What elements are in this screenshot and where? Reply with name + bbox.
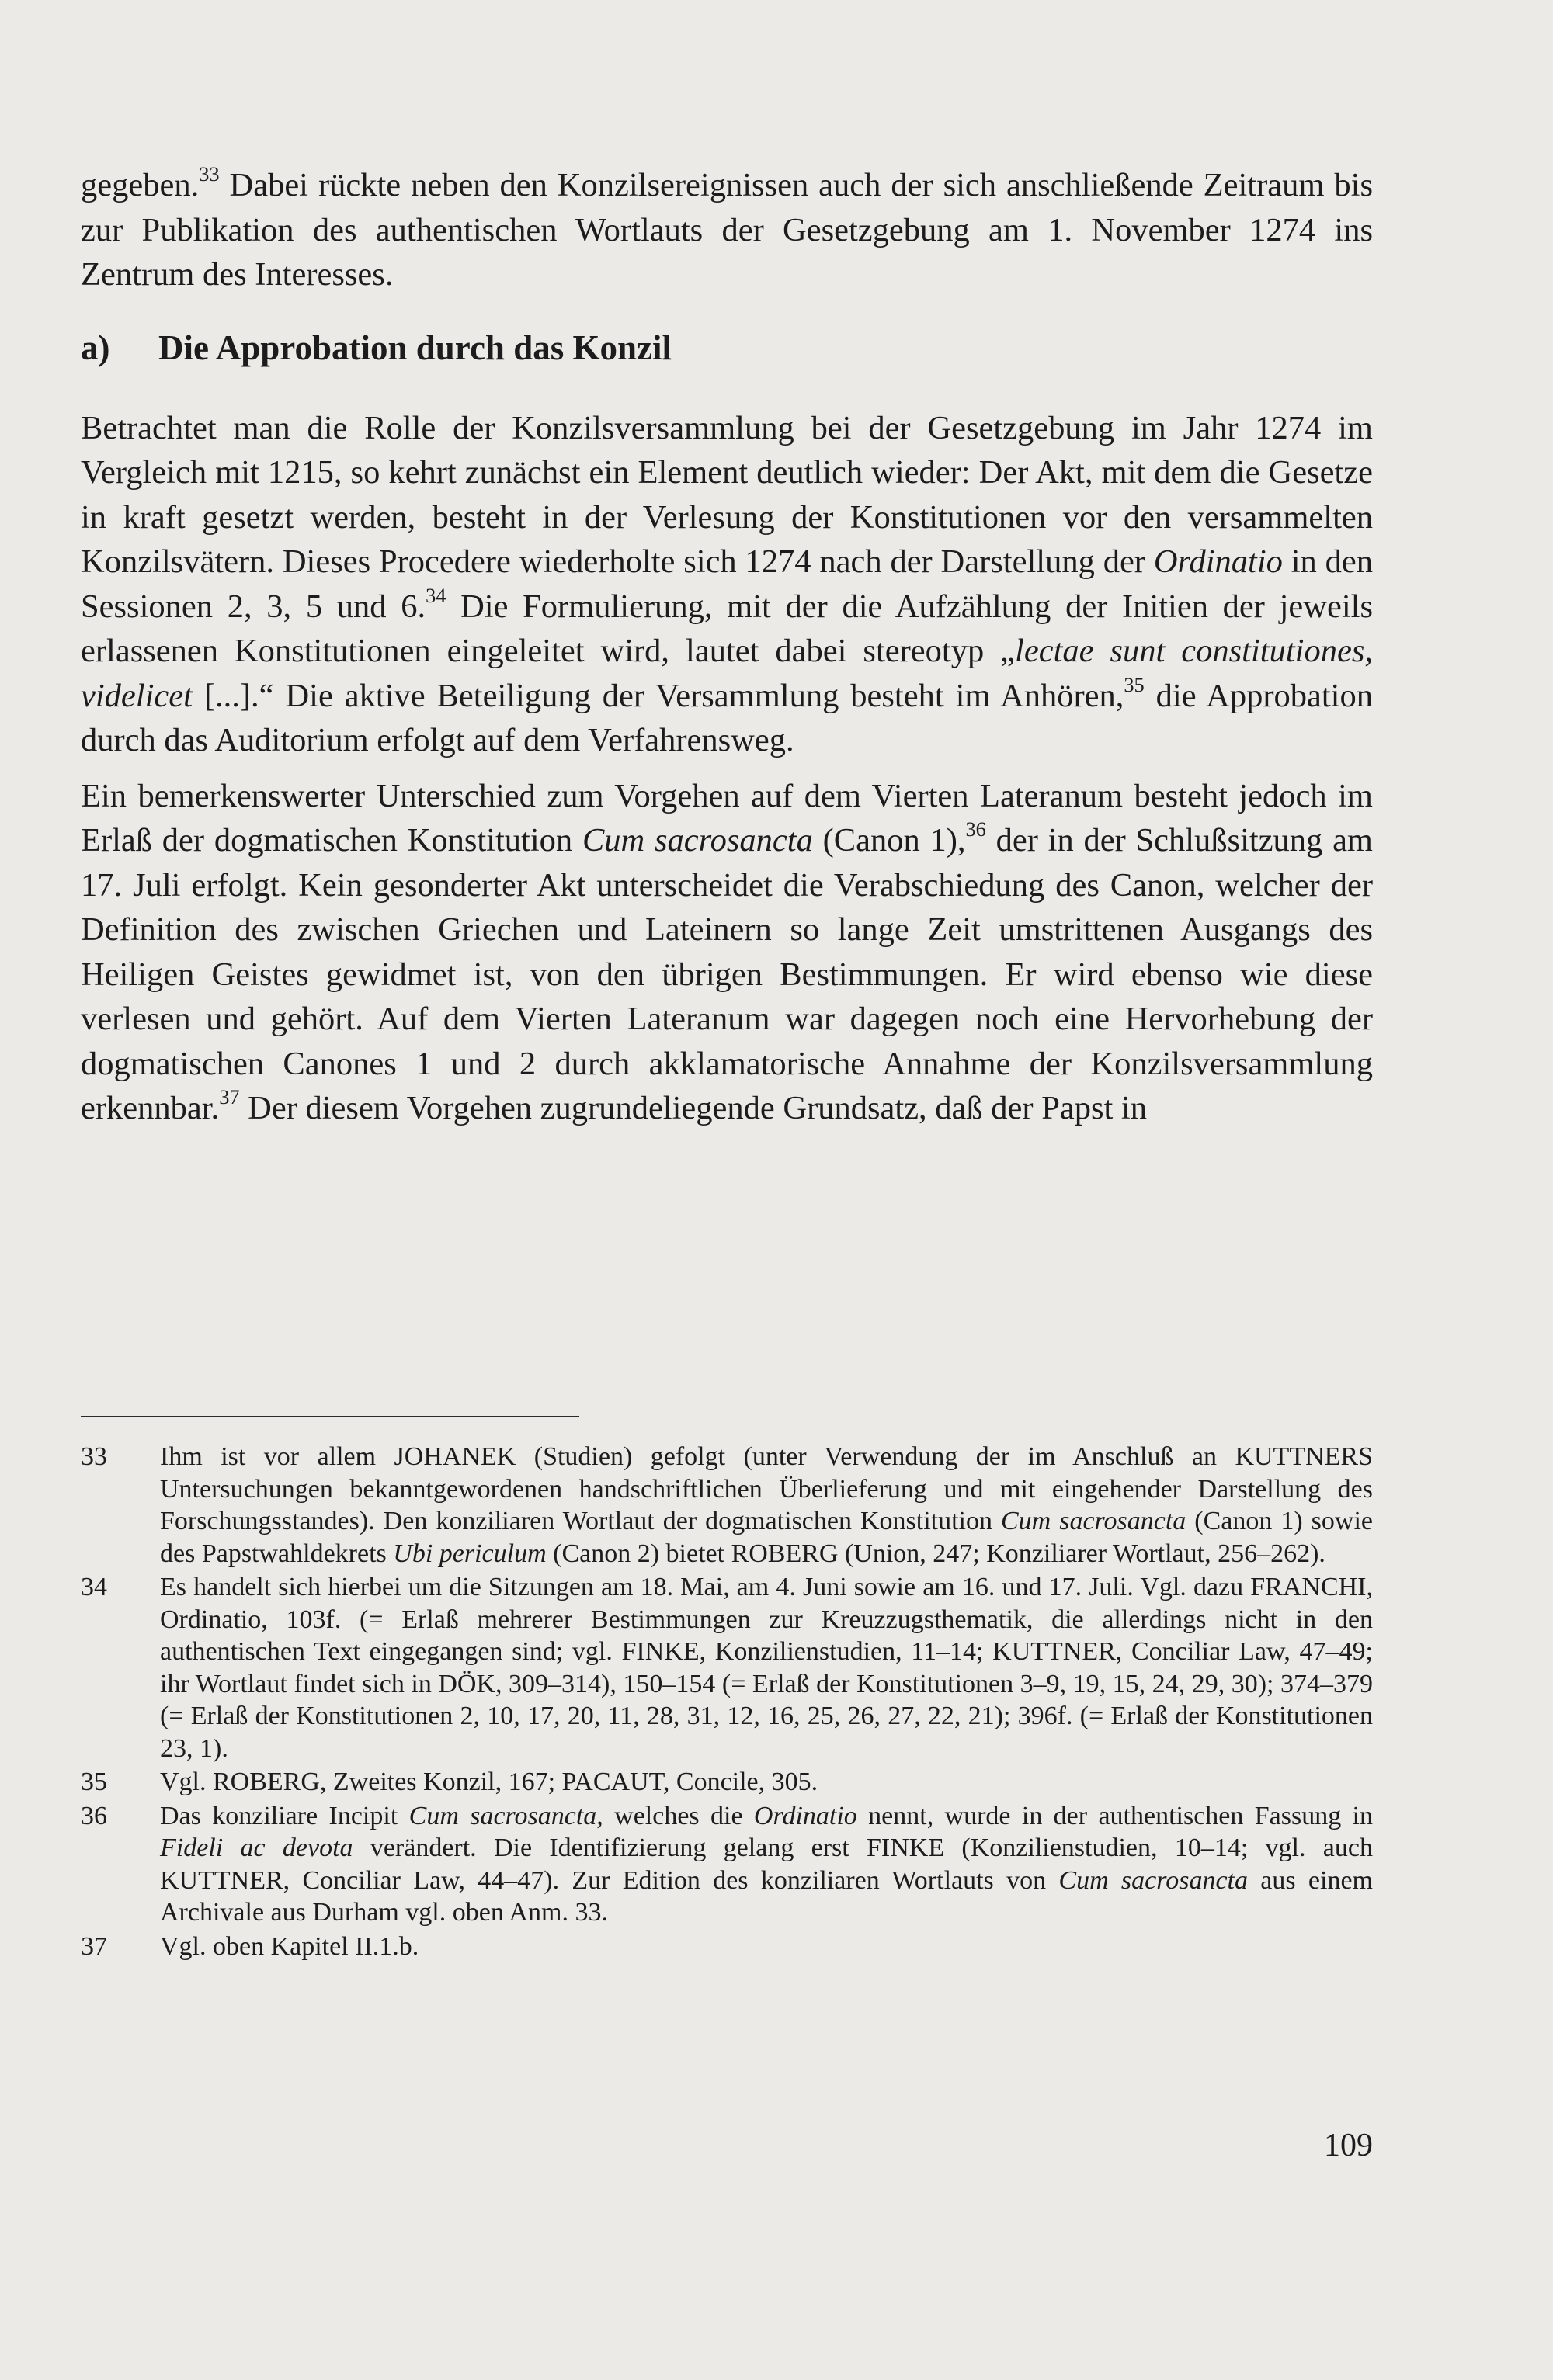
footnote-text: Vgl. ROBERG, Zweites Konzil, 167; PACAUT, Concile, 305. (160, 1768, 818, 1796)
footnote-number: 37 (81, 1931, 107, 1961)
paragraph-intro: gegeben.$^{33}$ Dabei rückte neben den Konzilsereignissen auch der sich anschließende Zeitraum bis zur Publikation des authentischen Wortlauts der Gesetzgebung am 1. November 1274 ins Zentrum des Interesses. (81, 163, 1373, 293)
page-number: 109 (1324, 2128, 1373, 2163)
paragraph-2: Ein bemerkenswerter Unterschied zum Vorgehen auf dem Vierten Lateranum besteht jedoch im Erlaß der dogmatischen Konstitution Cum sacrosancta (Canon 1),$^{36}$ der in der Schlußsitzung am 17. Juli erfolgt. Kein gesonderter Akt unterscheidet die Verabschiedung des Canon, welcher der Definition des zwischen Griechen und Lateinern so lange Zeit umstrittenen Ausgangs des Heiligen Geistes gewidmet ist, von den übrigen Bestimmungen. Er wird ebenso wie diese verlesen und gehört. Auf dem Vierten Lateranum war dagegen noch eine Hervorhebung der dogmatischen Canones 1 und 2 durch akklamatorische Annahme der Konzilsversammlung erkennbar.$^{37}$ Der diesem Vorgehen zugrundeliegende Grundsatz, daß der Papst in (81, 777, 1373, 1126)
footnote-ref-34[interactable]: 34 (426, 584, 446, 607)
paragraph-1: Betrachtet man die Rolle der Konzilsversammlung bei der Gesetzgebung im Jahr 1274 im Vergleich mit 1215, so kehrt zunächst ein Element deutlich wieder: Der Akt, mit dem die Gesetze in kraft gesetzt werden, besteht in der Verlesung der Konstitutionen vor den versammelten Konzilsvätern. Dieses Procedere wiederholte sich 1274 nach der Darstellung der Ordinatio in den Sessionen 2, 3, 5 und 6.34 Die Formulierung, mit der die Aufzählung der Initien der jeweils erlassenen Konstitutionen eingeleitet wird, lautet dabei stereotyp „lectae sunt constitutiones, videlicet [...].“ Die aktive Beteiligung der Versammlung besteht im Anhören,$^{35}$ die Approbation durch das Auditorium erfolgt auf dem Verfahrensweg. (81, 409, 1374, 758)
footnote-34 (81, 1571, 1373, 1764)
footnote-text: Vgl. oben Kapitel II.1.b. (160, 1931, 419, 1961)
footnotes (81, 1441, 1373, 1964)
footnote-number: 35 (81, 1768, 107, 1796)
footnote-ref-36[interactable]: 36 (965, 818, 986, 841)
footnote-number: 34 (81, 1573, 107, 1601)
footnote-text: Ihm ist vor allem JOHANEK (Studien) gefolgt (unter Verwendung der im Anschluß an KUTTNERS Untersuchungen bekanntgewordenen handschriftlichen Überlieferung und mit eingehender Darstellung des Forschungsstandes). Den konziliaren Wortlaut der dogmatischen Konstitution Cum sacrosancta (Canon 1) sowie des Papstwahldekrets Ubi periculum (Canon 2) bietet ROBERG (Union, 247; Konziliarer Wortlaut, 256–262). (160, 1442, 1374, 1568)
footnote-35 (81, 1766, 1373, 1799)
footnote-ref-37[interactable]: 37 (219, 1086, 240, 1109)
main-text (81, 163, 1373, 1142)
section-title: Die Approbation durch das Konzil (158, 328, 672, 367)
footnote-36 (81, 1800, 1373, 1929)
footnote-text: Das konziliare Incipit Cum sacrosancta, welches die Ordinatio nennt, wurde in der authentischen Fassung in Fideli ac devota verändert. Die Identifizierung gelang erst FINKE (Konzilienstudien, 10–14; vgl. auch KUTTNER, Conciliar Law, 44–47). Zur Edition des konziliaren Wortlauts von Cum sacrosancta aus einem Archivale aus Durham vgl. oben Anm. 33. (160, 1801, 1374, 1927)
footnote-33 (81, 1441, 1373, 1570)
footnote-number: 33 (81, 1442, 107, 1471)
footnote-separator (81, 1416, 579, 1417)
footnote-text: Es handelt sich hierbei um die Sitzungen am 18. Mai, am 4. Juni sowie am 16. und 17. Juli. Vgl. dazu FRANCHI, Ordinatio, 103f. (= Erlaß mehrerer Bestimmungen zur Kreuzzugsthematik, die allerdings nicht in den authentischen Text eingegangen sind; vgl. FINKE, Konzilienstudien, 11–14; KUTTNER, Conciliar Law, 47–49; ihr Wortlaut findet sich in DÖK, 309–314), 150–154 (= Erlaß der Konstitutionen 3–9, 19, 15, 24, 29, 30); 374–379 (= Erlaß der Konstitutionen 2, 10, 17, 20, 11, 28, 31, 12, 16, 25, 26, 27, 22, 21); 396f. (= Erlaß der Konstitutionen 23, 1). (160, 1573, 1373, 1763)
footnote-37 (81, 1931, 1373, 1963)
footnote-ref-33[interactable]: 33 (199, 163, 220, 186)
footnote-ref-35[interactable]: 35 (1124, 673, 1145, 696)
section-heading (81, 325, 1373, 370)
footnote-number: 36 (81, 1801, 107, 1830)
section-number: a) (81, 328, 110, 367)
